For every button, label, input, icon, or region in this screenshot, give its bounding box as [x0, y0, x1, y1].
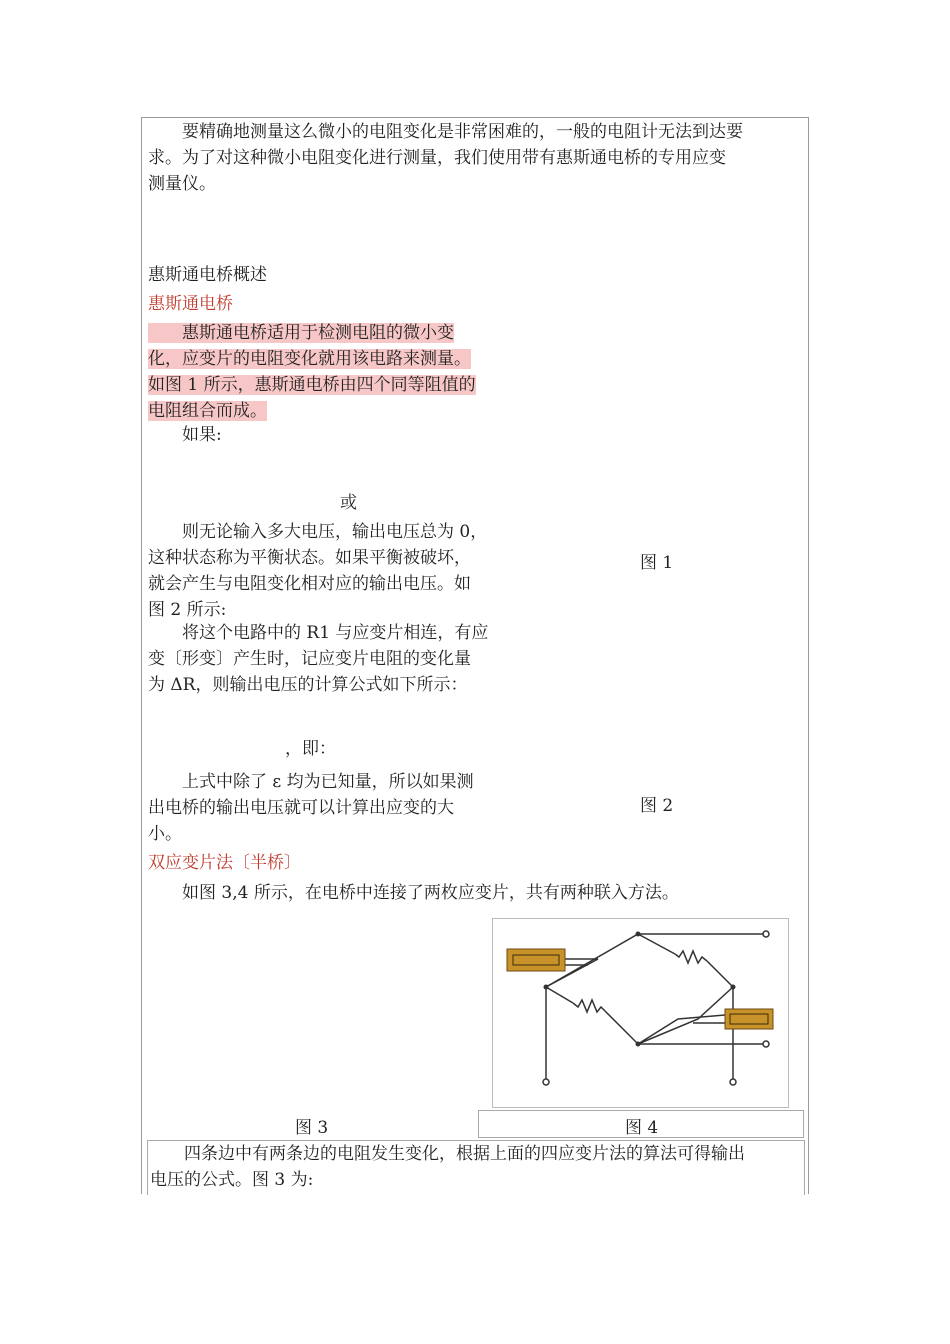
figure-1-caption: 图 1	[640, 553, 674, 573]
half-bridge-paragraph: 如图 3,4 所示，在电桥中连接了两枚应变片，共有两种联入方法。	[148, 883, 679, 903]
section-title-half-bridge: 双应变片法〔半桥〕	[148, 853, 301, 873]
balance-line: 这种状态称为平衡状态。如果平衡被破坏，	[148, 548, 471, 568]
if-text: 如果:	[148, 425, 222, 445]
bottom-line: 电压的公式。图 3 为:	[150, 1170, 314, 1190]
balance-line: 则无论输入多大电压，输出电压总为 0，	[148, 522, 488, 542]
ie-text: ，即：	[285, 739, 336, 759]
bottom-line: 四条边中有两条边的电阻发生变化，根据上面的四应变片法的算法可得输出	[150, 1144, 745, 1164]
or-text: 或	[340, 493, 357, 513]
highlight-line: 如图 1 所示，惠斯通电桥由四个同等阻值的	[148, 375, 476, 395]
known-line: 上式中除了 ε 均为已知量，所以如果测	[148, 772, 474, 792]
balance-line: 就会产生与电阻变化相对应的输出电压。如	[148, 574, 471, 594]
highlight-line: 电阻组合而成。	[148, 401, 267, 421]
highlight-line: 惠斯通电桥适用于检测电阻的微小变	[148, 323, 454, 343]
r1-paragraph	[148, 620, 488, 698]
bottom-paragraph	[150, 1141, 745, 1193]
known-paragraph	[148, 769, 474, 847]
r1-line: 变〔形变〕产生时，记应变片电阻的变化量	[148, 649, 471, 669]
known-line: 出电桥的输出电压就可以计算出应变的大	[148, 798, 454, 818]
strain-gauge-icon	[507, 949, 565, 971]
figure-4-caption-box	[478, 1110, 804, 1138]
bottom-text-box	[147, 1140, 805, 1195]
highlighted-paragraph	[148, 320, 476, 424]
figure-4-caption: 图 4	[625, 1118, 659, 1138]
intro-paragraph	[148, 119, 743, 197]
figure-4-image	[492, 918, 789, 1108]
strain-gauge-icon	[725, 1009, 773, 1029]
overview-title: 惠斯通电桥概述	[148, 265, 267, 285]
known-line: 小。	[148, 824, 182, 844]
bridge-circuit-diagram	[493, 919, 788, 1107]
section-title-wheatstone: 惠斯通电桥	[148, 294, 233, 314]
intro-line: 求。为了对这种微小电阻变化进行测量，我们使用带有惠斯通电桥的专用应变	[148, 148, 726, 168]
intro-line: 测量仪。	[148, 174, 216, 194]
figure-2-caption: 图 2	[640, 796, 674, 816]
r1-line: 为 ΔR，则输出电压的计算公式如下所示：	[148, 675, 468, 695]
highlight-line: 化，应变片的电阻变化就用该电路来测量。	[148, 349, 471, 369]
r1-line: 将这个电路中的 R1 与应变片相连，有应	[148, 623, 489, 643]
figure-3-caption: 图 3	[295, 1118, 329, 1138]
intro-line: 要精确地测量这么微小的电阻变化是非常困难的，一般的电阻计无法到达要	[148, 122, 743, 142]
balance-paragraph	[148, 519, 487, 623]
balance-line: 图 2 所示:	[148, 600, 227, 620]
